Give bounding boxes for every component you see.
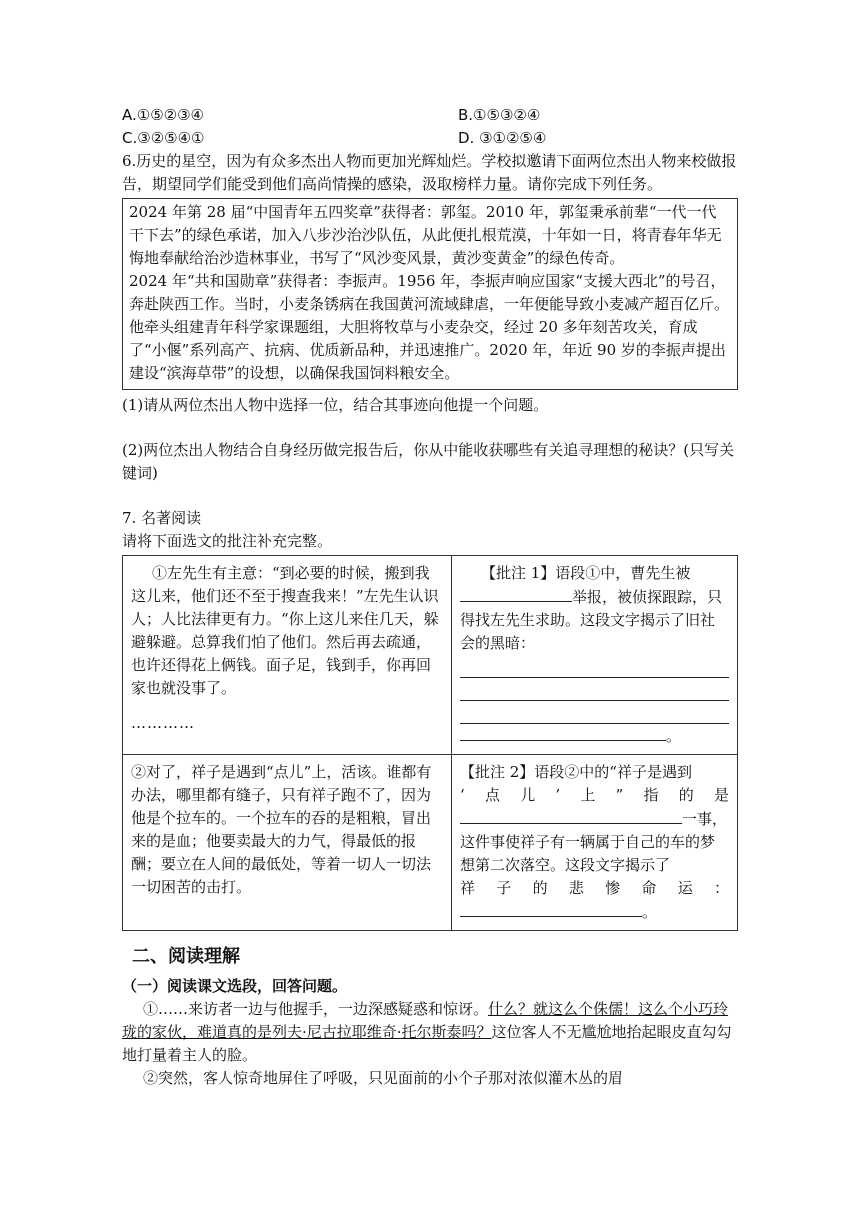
blank-field[interactable] (460, 585, 572, 602)
question-7-instruction: 请将下面选文的批注补充完整。 (122, 532, 333, 550)
annotation-table (122, 555, 738, 931)
excerpt-paragraph-1: ①左先生有主意：“到必要的时候，搬到我这儿来，他们还不至于搜查我来！”左先生认识人；人比法律更有力。“你上这儿来住几天，躲避躲避。总算我们怕了他们。然后再去疏通，也许还得花上俩钱。面子足，钱到手，你再回家也就没事了。 (131, 564, 439, 697)
material-guo-xi: 2024 年第 28 届“中国青年五四奖章”获得者：郭玺。2010 年，郭玺秉承前辈“一代一代干下去”的绿色承诺，加入八步沙治沙队伍，从此便扎根荒漠，十年如一日，将青春年华无悔地奉献给治沙造林事业，书写了“风沙变风景，黄沙变黄金”的绿色传奇。 (129, 203, 722, 267)
underlined-sentence: 什么？就这么个侏儒！这么个小巧玲珑的家伙，难道真的是列夫·尼古拉耶维奇·托尔斯泰吗？ (122, 1000, 729, 1041)
answer-space[interactable] (122, 485, 738, 507)
annotation-2-line-d: 祥子的悲惨命运： (460, 879, 729, 897)
answer-line[interactable] (460, 678, 729, 701)
reading-paragraph-2: ②突然，客人惊奇地屏住了呼吸，只见面前的小个子那对浓似灌木丛的眉 (143, 1069, 624, 1087)
annotation-2-line-c: 一事，这件事使祥子有一辆属于自己的车的梦想第二次落空。这段文字揭示了 (460, 810, 728, 874)
question-6-stem: 6.历史的星空，因为有众多杰出人物而更加光辉灿烂。学校拟邀请下面两位杰出人物来校做报告，期望同学们能受到他们高尚情操的感染，汲取榜样力量。请你完成下列任务。 (122, 152, 737, 193)
table-row (123, 755, 738, 931)
blank-field[interactable] (460, 900, 642, 917)
annotation-cell-1 (452, 556, 738, 755)
blank-field[interactable] (460, 724, 666, 741)
annotation-1-mid: 举报，被侦探跟踪，只得找左先生求助。这段文字揭示了旧社会的黑暗： (460, 588, 723, 652)
answer-options (122, 104, 738, 150)
excerpt-cell-1 (123, 556, 452, 755)
material-li-zhensheng: 2024 年“共和国勋章”获得者：李振声。1956 年，李振声响应国家“支援大西北”的号召，奔赴陕西工作。当时，小麦条锈病在我国黄河流域肆虐，一年便能导致小麦减产超百亿斤。他牵头组建青年科学家课题组，大胆将牧草与小麦杂交，经过 20 多年刻苦攻关，育成了“小偃”系列高产、抗病、优质新品种，并迅速推广。2020 年，年近 90 岁的李振声提出建设“滨海草带”的设想，以确保我国饲料粮安全。 (129, 272, 730, 382)
annotation-2-end: 。 (642, 903, 658, 921)
document-content (122, 104, 738, 1090)
ellipsis: ………… (131, 714, 195, 732)
section-2-subheading: （一）阅读课文选段，回答问题。 (122, 977, 348, 995)
annotation-cell-2 (452, 755, 738, 931)
question-6-material-box (122, 198, 738, 390)
excerpt-paragraph-2: ②对了，祥子是遇到“点儿”上，活该。谁都有办法，哪里都有缝子，只有祥子跑不了，因为他是个拉车的。一个拉车的吞的是粗粮，冒出来的是血；他要卖最大的力气，得最低的报酬；要立在人间的最低处，等着一切人一切法一切困苦的击打。 (131, 763, 432, 896)
annotation-2-line-b: ‘点儿’上”指的是 (460, 786, 729, 804)
annotation-1-head: 【批注 1】语段①中，曹先生被 (481, 564, 691, 582)
question-6-sub-1: (1)请从两位杰出人物中选择一位，结合其事迹向他提一个问题。 (122, 396, 549, 414)
question-6-sub-2: (2)两位杰出人物结合自身经历做完报告后，你从中能收获哪些有关追寻理想的秘诀？(只写关键词) (122, 441, 735, 482)
blank-field[interactable] (460, 807, 682, 824)
section-2-heading: 二、阅读理解 (132, 946, 240, 967)
option-c: C.③②⑤④① (122, 129, 205, 147)
reading-text: ①……来访者一边与他握手，一边深感疑惑和惊讶。 (143, 1000, 489, 1018)
answer-space[interactable] (122, 417, 738, 439)
answer-line[interactable] (460, 655, 729, 678)
excerpt-cell-2 (123, 755, 452, 931)
question-7-title: 7. 名著阅读 (122, 509, 202, 527)
annotation-2-line-a: 【批注 2】语段②中的“祥子是遇到 (460, 763, 692, 781)
option-b: B.①⑤③②④ (458, 106, 541, 124)
option-d: D. ③①②⑤④ (458, 129, 547, 147)
reading-paragraph-1 (122, 998, 738, 1067)
option-a: A.①⑤②③④ (122, 106, 205, 124)
annotation-1-end: 。 (666, 727, 682, 745)
reading-text: 这位客人不无尴尬地抬起眼皮直勾勾地打量着主人的脸。 (122, 1023, 732, 1064)
answer-line[interactable] (460, 701, 729, 724)
table-row (123, 556, 738, 755)
